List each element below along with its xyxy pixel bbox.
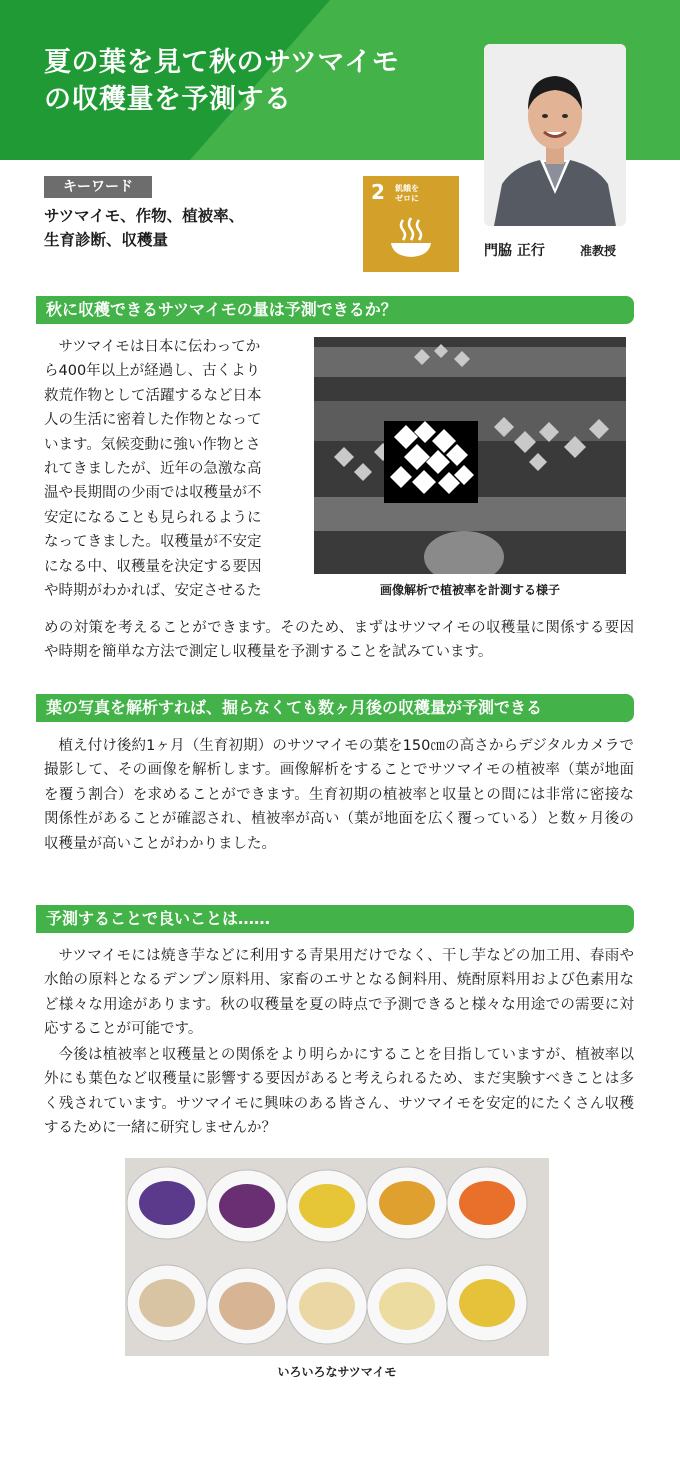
keyword-line-2: 生育診断、収穫量 <box>44 231 169 249</box>
section1-line: ら400年以上が経過し、古くより <box>44 363 261 380</box>
sdg-label-line-1: 飢餓を <box>395 184 419 193</box>
title-line-1: 夏の葉を見て秋のサツマイモ <box>44 47 400 78</box>
photo-sweet-potatoes <box>125 1158 549 1356</box>
section1-line: サツマイモは日本に伝わってか <box>58 339 261 355</box>
sdg-badge <box>363 176 459 272</box>
section1-line: 救荒作物として活躍するなど日本 <box>44 387 262 404</box>
researcher-name: 門脇 正行 <box>484 243 545 259</box>
photo-leaf-analysis <box>314 337 626 574</box>
photo1-caption: 画像解析で植被率を計測する様子 <box>379 583 560 597</box>
photo2-caption: いろいろなサツマイモ <box>277 1365 397 1379</box>
keyword-line-1: サツマイモ、作物、植被率、 <box>44 207 245 225</box>
section1-line: れてきましたが、近年の急激な高 <box>44 461 262 478</box>
sweet-potato-plates-image <box>125 1158 549 1356</box>
researcher-portrait <box>484 44 626 226</box>
portrait-illustration <box>484 44 626 226</box>
page-title <box>44 44 474 118</box>
section2-paragraph: 植え付け後約1ヶ月（生育初期）のサツマイモの葉を150㎝の高さからデジタルカメラで撮影して、その画像を解析します。画像解析をすることでサツマイモの植被率（葉が地面を覆う割合）を求めることができます。生育初期の植被率と収量との間には非常に密接な関係性があることが確認され、植被率が高い（葉が地面を広く覆っている）と数ヶ月後の収穫量が高いことがわかりました。 <box>44 738 634 852</box>
section1-line: なってきました。収穫量が不安定 <box>44 534 262 551</box>
section1-line: 人の生活に密着した作物となって <box>44 412 262 429</box>
section1-line: 温や長期間の少雨では収穫量が不 <box>44 485 262 502</box>
sdg-label <box>395 184 419 204</box>
title-line-2: の収穫量を予測する <box>44 84 292 115</box>
section1-line: 安定になることも見られるように <box>44 509 262 526</box>
keyword-tag: キーワード <box>44 176 152 198</box>
researcher-position: 准教授 <box>580 244 617 258</box>
section-heading-1: 秋に収穫できるサツマイモの量は予測できるか？ <box>36 296 634 324</box>
sdg-label-line-2: ゼロに <box>395 194 419 203</box>
section1-wrapped-text <box>44 335 306 603</box>
section1-line: や時期がわかれば、安定させるた <box>44 583 262 600</box>
section3-paragraph-1: サツマイモには焼き芋などに利用する青果用だけでなく、干し芋などの加工用、春雨や水飴の原料となるデンプン原料用、家畜のエサとなる飼料用、焼酎原料用および色素用など様々な用途があります。秋の収穫量を夏の時点で予測できると様々な用途での需要に対応することが可能です。 <box>44 948 634 1038</box>
section-heading-2: 葉の写真を解析すれば、掘らなくても数ヶ月後の収穫量が予測できる <box>36 694 634 722</box>
bowl-icon <box>389 216 433 260</box>
sdg-number: 2 <box>371 180 385 204</box>
section1-line: になる中、収穫量を決定する要因 <box>44 558 262 575</box>
section1-line: います。気候変動に強い作物とさ <box>44 436 261 453</box>
leaf-analysis-image <box>314 337 626 574</box>
section-heading-3: 予測することで良いことは…… <box>36 905 634 933</box>
section3-paragraph-2: 今後は植被率と収穫量との関係をより明らかにすることを目指していますが、植被率以外にも葉色など収穫量に影響する要因があると考えられるため、まだ実験すべきことは多く残されています。サツマイモに興味のある皆さん、サツマイモを安定的にたくさん収穫するために一緒に研究しませんか？ <box>44 1047 634 1137</box>
keyword-list <box>44 204 344 252</box>
section1-full-text: めの対策を考えることができます。そのため、まずはサツマイモの収穫量に関係する要因や時期を簡単な方法で測定し収穫量を予測することを試みています。 <box>44 620 634 661</box>
